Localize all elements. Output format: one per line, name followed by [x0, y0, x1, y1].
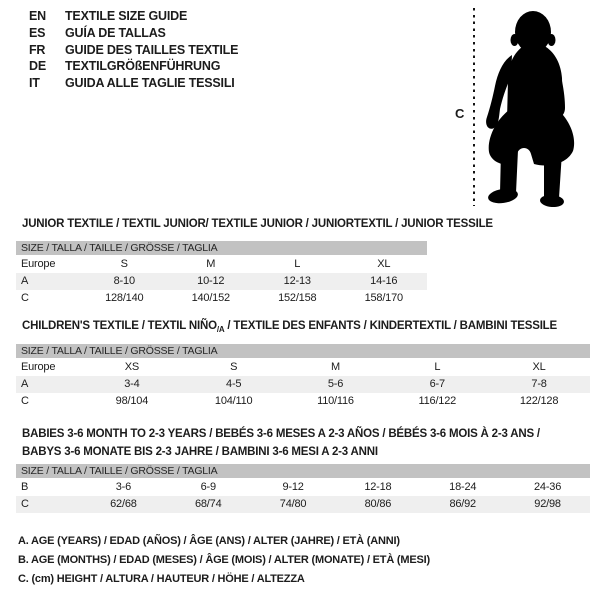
size-value-cell: 74/80	[279, 498, 307, 510]
language-code: FR	[29, 42, 46, 57]
table-row-c	[16, 290, 427, 307]
size-value-cell: 5-6	[327, 378, 344, 390]
size-value-cell: XL	[532, 361, 546, 373]
row-label: A	[21, 275, 29, 287]
size-value-cell: M	[331, 361, 340, 373]
size-value-cell: S	[230, 361, 238, 373]
size-value-cell: 3-4	[124, 378, 140, 390]
size-value-cell: 9-12	[282, 481, 304, 493]
row-label: B	[21, 481, 29, 493]
footnote-a: A. AGE (YEARS) / EDAD (AÑOS) / ÂGE (ANS) / ALTER (JAHRE) / ETÀ (ANNI)	[18, 535, 400, 547]
size-value-cell: 24-36	[533, 481, 562, 493]
height-measure-line	[473, 8, 475, 206]
size-value-cell: S	[120, 258, 128, 270]
junior-size-table	[16, 241, 427, 307]
footnote-c: C. (cm) HEIGHT / ALTURA / HAUTEUR / HÖHE / ALTEZZA	[18, 573, 305, 585]
language-title: TEXTILE SIZE GUIDE	[65, 9, 188, 23]
babies-size-table	[16, 464, 590, 513]
size-value-cell: XL	[377, 258, 391, 270]
size-value-cell: M	[206, 258, 216, 270]
size-value-cell: 12-13	[283, 275, 311, 287]
table-size-header: SIZE / TALLA / TAILLE / GRÖSSE / TAGLIA	[16, 344, 590, 358]
row-label: C	[21, 498, 29, 510]
size-value-cell: 10-12	[197, 275, 225, 287]
size-value-cell: 18-24	[449, 481, 477, 493]
footnotes	[18, 532, 430, 589]
table-row-europe	[16, 359, 590, 376]
language-title: GUIDE DES TAILLES TEXTILE	[65, 42, 239, 57]
language-code: ES	[29, 25, 46, 40]
language-title: TEXTILGRÖßENFÜHRUNG	[65, 59, 221, 74]
language-row-en	[29, 8, 238, 25]
language-title: GUÍA DE TALLAS	[65, 25, 166, 40]
section-babies-title	[22, 425, 540, 461]
language-row-de	[29, 58, 238, 75]
size-value-cell: 158/170	[364, 292, 403, 304]
size-value-cell: 116/122	[418, 395, 457, 407]
row-label: Europe	[21, 361, 56, 373]
size-value-cell: 8-10	[113, 275, 135, 287]
size-value-cell: 92/98	[534, 498, 561, 510]
language-code: DE	[29, 59, 46, 74]
children-title-subscript: /A	[216, 325, 225, 334]
size-value-cell: XS	[124, 361, 140, 373]
size-value-cell: 86/92	[449, 498, 476, 510]
language-code: EN	[29, 9, 46, 23]
footnote-b: B. AGE (MONTHS) / EDAD (MESES) / ÂGE (MOIS) / ALTER (MONATE) / ETÀ (MESI)	[18, 554, 430, 566]
section-junior-title: JUNIOR TEXTILE / TEXTIL JUNIOR/ TEXTILE JUNIOR / JUNIORTEXTIL / JUNIOR TESSILE	[22, 218, 493, 230]
table-size-header: SIZE / TALLA / TAILLE / GRÖSSE / TAGLIA	[16, 464, 590, 478]
size-value-cell: 6-7	[429, 378, 445, 390]
size-value-cell: 12-18	[364, 481, 392, 493]
size-value-cell: 110/116	[317, 395, 354, 407]
language-title: GUIDA ALLE TAGLIE TESSILI	[65, 76, 235, 91]
table-row-c	[16, 393, 590, 410]
size-value-cell: 80/86	[364, 498, 392, 510]
section-children-title	[22, 317, 557, 336]
size-value-cell: 62/68	[110, 498, 137, 510]
size-value-cell: 128/140	[105, 292, 144, 304]
row-label: Europe	[21, 258, 56, 270]
row-label: C	[21, 292, 29, 304]
size-value-cell: 14-16	[370, 275, 398, 287]
row-label: C	[21, 395, 29, 407]
table-row-a	[16, 376, 590, 393]
size-value-cell: 140/152	[191, 292, 230, 304]
table-row-europe	[16, 256, 427, 273]
language-list	[29, 8, 238, 92]
row-label: A	[21, 378, 29, 390]
size-value-cell: 104/110	[214, 395, 253, 407]
size-value-cell: 122/128	[519, 395, 559, 407]
table-row-a	[16, 273, 427, 290]
language-row-es	[29, 25, 238, 42]
size-value-cell: 68/74	[194, 498, 222, 510]
children-size-table	[16, 344, 590, 410]
table-row-b	[16, 479, 590, 496]
children-title-text: CHILDREN'S TEXTILE / TEXTIL NIÑO	[22, 320, 217, 332]
babies-title-line2: BABYS 3-6 MONATE BIS 2-3 JAHRE / BAMBINI 3-6 MESI A 2-3 ANNI	[22, 446, 378, 458]
size-value-cell: 7-8	[531, 378, 547, 390]
size-value-cell: L	[294, 258, 301, 270]
baby-silhouette-icon	[480, 0, 590, 215]
size-value-cell: L	[434, 361, 441, 373]
language-code: IT	[29, 76, 40, 91]
language-row-fr	[29, 42, 238, 59]
table-row-c	[16, 496, 590, 513]
size-value-cell: 152/158	[278, 292, 317, 304]
babies-title-line1: BABIES 3-6 MONTH TO 2-3 YEARS / BEBÉS 3-6 MESES A 2-3 AÑOS / BÉBÉS 3-6 MOIS À 2-3 ANS /	[22, 428, 540, 440]
size-value-cell: 3-6	[115, 481, 132, 493]
size-value-cell: 6-9	[200, 481, 216, 493]
table-size-header: SIZE / TALLA / TAILLE / GRÖSSE / TAGLIA	[16, 241, 427, 255]
language-row-it	[29, 75, 238, 92]
children-title-text: / TEXTILE DES ENFANTS / KINDERTEXTIL / BAMBINI TESSILE	[224, 320, 557, 332]
size-value-cell: 98/104	[115, 395, 149, 407]
height-measure-label: C	[455, 106, 465, 121]
size-value-cell: 4-5	[226, 378, 242, 390]
